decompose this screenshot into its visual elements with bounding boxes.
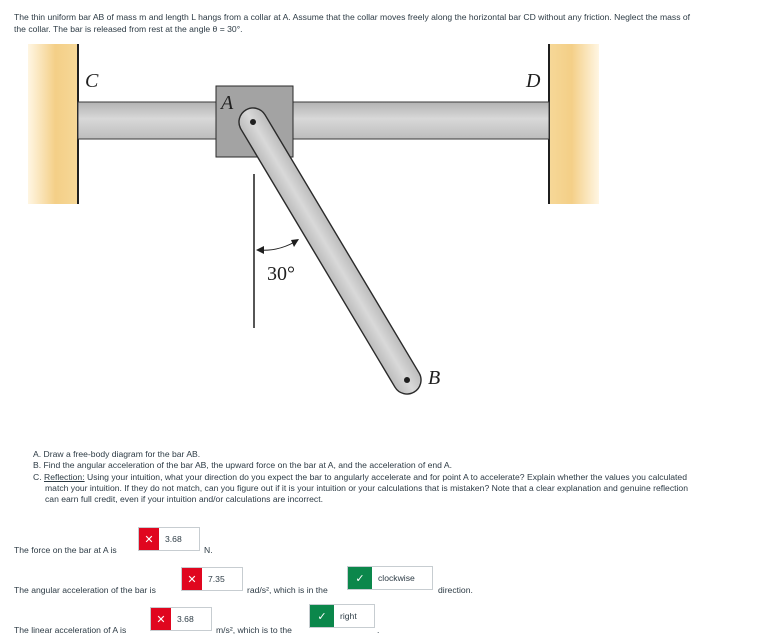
part-c bbox=[33, 472, 774, 483]
left-wall bbox=[28, 44, 78, 204]
correct-icon: ✓ bbox=[348, 567, 372, 589]
angular-acceleration-unit: rad/s², which is in the bbox=[247, 585, 328, 595]
problem-line-2: the collar. The bar is released from rest at the angle θ = 30°. bbox=[14, 24, 243, 34]
pin-a bbox=[250, 119, 256, 125]
rotation-direction-answer[interactable] bbox=[347, 566, 433, 590]
acceleration-direction-answer[interactable] bbox=[309, 604, 375, 628]
part-c-line-2: match your intuition. If they do not match, can you figure out if it is your intuition or your calculations that is mistaken? Note that a clear explanation and genuine reflection bbox=[45, 482, 688, 493]
angular-acceleration-value: 7.35 bbox=[208, 574, 225, 584]
part-b: B. Find the angular acceleration of the bar AB, the upward force on the bar at A, and the acceleration of end A. bbox=[33, 460, 452, 471]
rotation-direction-suffix: direction. bbox=[438, 585, 473, 595]
linear-acceleration-value: 3.68 bbox=[177, 614, 194, 624]
reflection-link[interactable]: Reflection: bbox=[43, 471, 85, 482]
force-label: The force on the bar at A is bbox=[14, 545, 117, 555]
angle-arrow-left bbox=[256, 246, 264, 254]
acceleration-direction-suffix: . bbox=[377, 625, 380, 635]
angular-acceleration-label: The angular acceleration of the bar is bbox=[14, 585, 156, 595]
angular-acceleration-answer[interactable] bbox=[181, 567, 243, 591]
problem-parts bbox=[33, 449, 774, 505]
label-b: B bbox=[428, 367, 441, 389]
correct-icon: ✓ bbox=[310, 605, 334, 627]
acceleration-direction-value: right bbox=[340, 611, 357, 621]
linear-acceleration-label: The linear acceleration of A is bbox=[14, 625, 127, 635]
right-wall bbox=[549, 44, 599, 204]
force-value: 3.68 bbox=[165, 534, 182, 544]
linear-acceleration-answer[interactable] bbox=[150, 607, 212, 631]
linear-acceleration-unit: m/s², which is to the bbox=[216, 625, 292, 635]
force-unit: N. bbox=[204, 545, 213, 555]
force-answer[interactable] bbox=[138, 527, 200, 551]
label-a: A bbox=[221, 92, 234, 114]
angle-label: 30° bbox=[267, 263, 295, 285]
part-c-prefix: C. bbox=[33, 471, 44, 482]
incorrect-icon: ✕ bbox=[139, 528, 159, 550]
incorrect-icon: ✕ bbox=[182, 568, 202, 590]
part-a: A. Draw a free-body diagram for the bar AB. bbox=[33, 449, 201, 459]
part-c-line-1: Using your intuition, what your direction do you expect the bar to angularly accelerate and for point A to accelerate? Explain whether the values you calculated bbox=[84, 471, 687, 482]
problem-line-1: The thin uniform bar AB of mass m and length L hangs from a collar at A. Assume that the collar moves freely along the horizontal bar CD without any friction. Neglect the mass of bbox=[14, 12, 691, 22]
horizontal-bar-cd bbox=[78, 102, 549, 139]
pin-b bbox=[404, 377, 410, 383]
incorrect-icon: ✕ bbox=[151, 608, 171, 630]
rotation-direction-value: clockwise bbox=[378, 573, 415, 583]
label-c: C bbox=[85, 70, 99, 92]
label-d: D bbox=[526, 70, 541, 92]
part-c-line-3: can earn full credit, even if your intuition and/or calculations are incorrect. bbox=[45, 494, 324, 505]
